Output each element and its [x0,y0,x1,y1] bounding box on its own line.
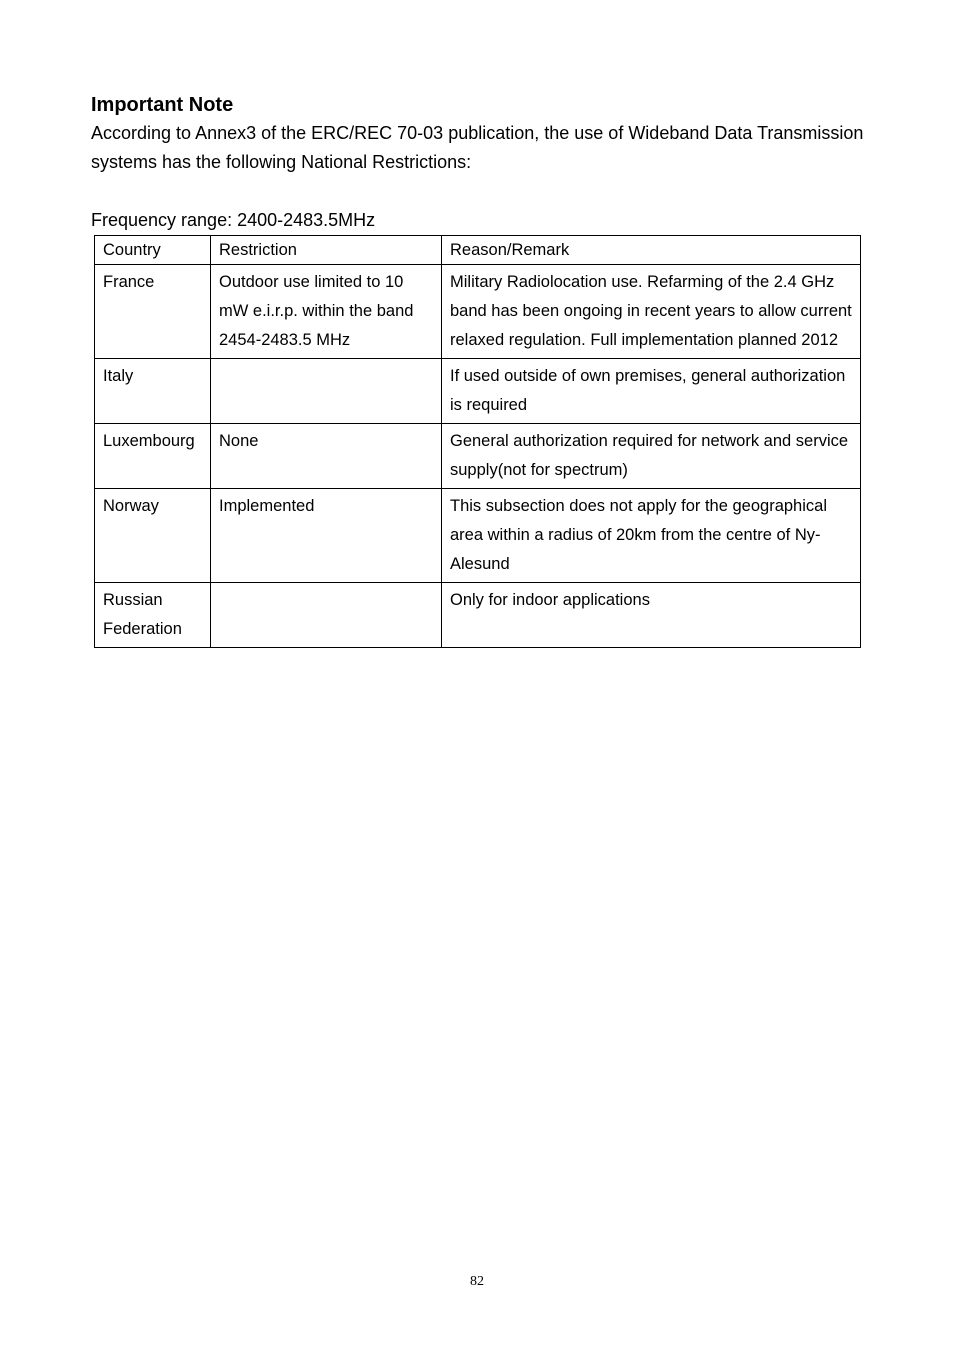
header-reason-remark: Reason/Remark [442,236,861,265]
header-country: Country [95,236,211,265]
table-row [95,359,861,424]
national-restrictions-table [94,235,861,648]
intro-paragraph: According to Annex3 of the ERC/REC 70-03 publication, the use of Wideband Data Transmission systems has the following National Restrictions: [91,123,864,172]
cell-remark: Only for indoor applications [442,583,861,648]
cell-country: Italy [95,359,211,424]
section-heading: Important Note [91,94,234,116]
cell-restriction [211,583,442,648]
table-row [95,489,861,583]
table-row [95,424,861,489]
page-number: 82 [470,1274,484,1289]
cell-remark: Military Radiolocation use. Refarming of the 2.4 GHz band has been ongoing in recent years to allow current relaxed regulation. Full implementation planned 2012 [442,265,861,359]
frequency-range-label: Frequency range: 2400-2483.5MHz [91,210,376,230]
cell-restriction: None [211,424,442,489]
cell-restriction: Implemented [211,489,442,583]
cell-country: Russian Federation [95,583,211,648]
cell-restriction [211,359,442,424]
cell-remark: If used outside of own premises, general authorization is required [442,359,861,424]
table-row [95,583,861,648]
table-header-row [95,236,861,265]
cell-restriction: Outdoor use limited to 10 mW e.i.r.p. within the band 2454-2483.5 MHz [211,265,442,359]
cell-country: Norway [95,489,211,583]
cell-remark: General authorization required for network and service supply(not for spectrum) [442,424,861,489]
cell-country: France [95,265,211,359]
header-restriction: Restriction [211,236,442,265]
cell-country: Luxembourg [95,424,211,489]
cell-remark: This subsection does not apply for the geographical area within a radius of 20km from the centre of Ny-Alesund [442,489,861,583]
table-row [95,265,861,359]
